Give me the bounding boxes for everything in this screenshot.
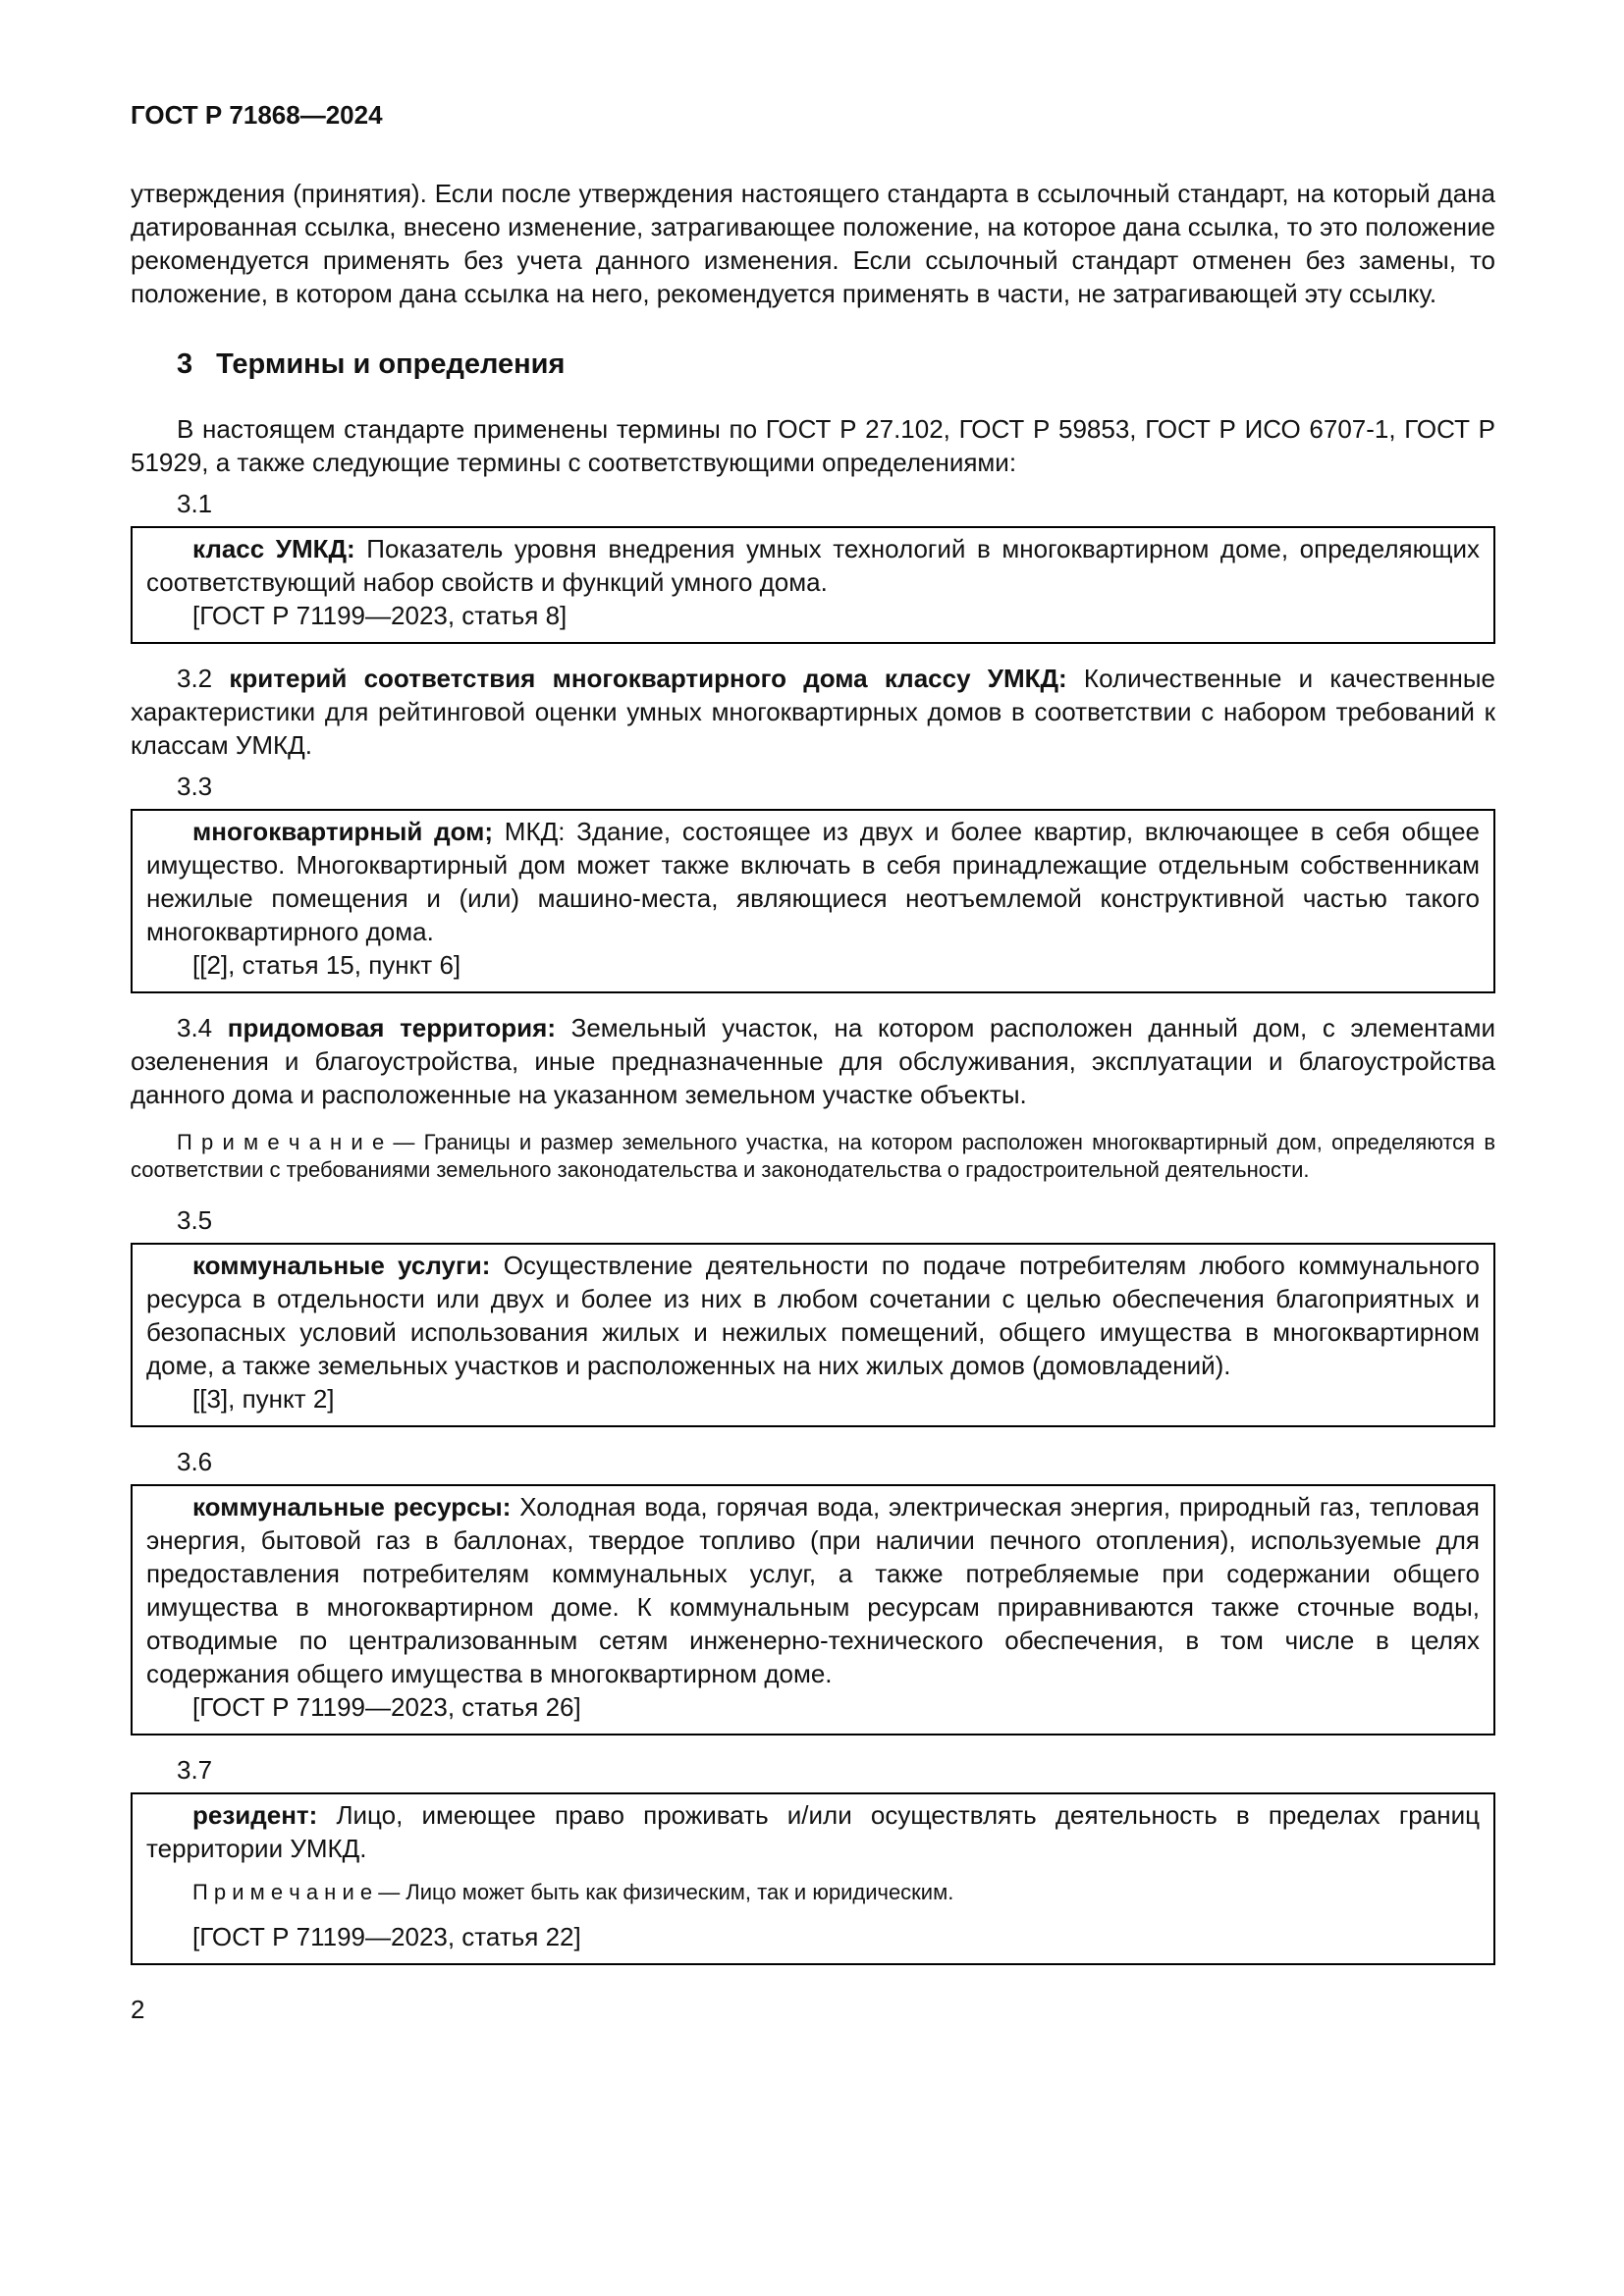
term-source-3-7: [ГОСТ Р 71199—2023, статья 22]: [192, 1922, 581, 1951]
term-name-3-3: многоквартирный дом;: [192, 817, 494, 846]
term-box-3-3: [131, 809, 1495, 993]
term-number-3-3: 3.3: [177, 772, 213, 801]
term-name-3-1: класс УМКД:: [192, 534, 355, 563]
term-number-3-1: 3.1: [177, 489, 213, 518]
term-paragraph-3-4: [131, 1011, 1495, 1111]
term-name-3-4: придомовая территория:: [227, 1013, 556, 1042]
term-definition-text-3-3: МКД: Здание, состоящее из двух и более квартир, включающее в себя общее имущество. Многоквартирный дом может также включать в себя принадлежащие отдельным собственникам нежилые помещения и (или) машино-места, являющиеся неотъемлемой конструктивной частью такого многоквартирного дома.: [146, 817, 1481, 946]
term-name-3-6: коммунальные ресурсы:: [192, 1492, 512, 1522]
term-name-3-5: коммунальные услуги:: [192, 1251, 491, 1280]
term-definition-text-3-1: Показатель уровня внедрения умных технологий в многоквартирном доме, определяющих соответствующий набор свойств и функций умного дома.: [146, 534, 1480, 597]
term-number-3-6: 3.6: [177, 1447, 213, 1476]
section-lead-paragraph: В настоящем стандарте применены термины по ГОСТ Р 27.102, ГОСТ Р 59853, ГОСТ Р ИСО 6707-1, ГОСТ Р 51929, а также следующие термины с соответствующими определениями:: [131, 414, 1495, 477]
section-title: Термины и определения: [216, 348, 566, 380]
term-definition-3-6: [146, 1490, 1480, 1690]
term-number-3-2: 3.2: [177, 664, 213, 693]
term-definition-text-3-4: Земельный участок, на котором расположен данный дом, с элементами озеленения и благоустройства, иные предназначенные для обслуживания, эксплуатации и благоустройства данного дома и расположенные на указанном земельном участке объекты.: [131, 1013, 1496, 1109]
term-paragraph-3-2: [131, 662, 1495, 762]
term-box-3-6: [131, 1484, 1495, 1735]
term-name-3-2: критерий соответствия многоквартирного дома классу УМКД:: [229, 664, 1067, 693]
section-number: 3: [177, 348, 193, 380]
note-3-4: П р и м е ч а н и е — Границы и размер земельного участка, на котором расположен многоквартирный дом, определяются в соответствии с требованиями земельного законодательства и законодательства о градостроительной деятельности.: [131, 1130, 1495, 1182]
term-source-3-1: [ГОСТ Р 71199—2023, статья 8]: [192, 601, 568, 630]
term-definition-text-3-6: Холодная вода, горячая вода, электрическая энергия, природный газ, тепловая энергия, бытовой газ в баллонах, твердое топливо (при наличии печного отопления), используемые для предоставления потребителям коммунальных услуг, а также потребляемые при содержании общего имущества в многоквартирном доме. К коммунальным ресурсам приравниваются также сточные воды, отводимые по централизованным сетям инженерно-технического обеспечения, в том числе в целях содержания общего имущества в многоквартирном доме.: [146, 1492, 1480, 1688]
term-box-3-5: [131, 1243, 1495, 1427]
term-box-3-7: [131, 1792, 1495, 1965]
doc-number: ГОСТ Р 71868—2024: [131, 100, 383, 130]
term-number-3-5: 3.5: [177, 1205, 213, 1235]
term-number-3-4: 3.4: [177, 1013, 213, 1042]
term-definition-text-3-7: Лицо, имеющее право проживать и/или осуществлять деятельность в пределах границ территории УМКД.: [146, 1800, 1481, 1863]
term-definition-text-3-5: Осуществление деятельности по подаче потребителям любого коммунального ресурса в отдельности или двух и более из них в любом сочетании с целью обеспечения благоприятных и безопасных условий использования жилых и нежилых помещений, общего имущества в многоквартирном доме, а также земельных участков и расположенных на них жилых домов (домовладений).: [146, 1251, 1480, 1380]
term-source-3-3: [[2], статья 15, пункт 6]: [192, 950, 461, 980]
term-definition-text-3-2: Количественные и качественные характеристики для рейтинговой оценки умных многоквартирных домов в соответствии с набором требований к классам УМКД.: [131, 664, 1496, 760]
note-3-7: П р и м е ч а н и е — Лицо может быть как физическим, так и юридическим.: [192, 1880, 954, 1904]
term-source-3-6: [ГОСТ Р 71199—2023, статья 26]: [192, 1692, 581, 1722]
term-definition-3-1: [146, 532, 1480, 599]
term-name-3-7: резидент:: [192, 1800, 318, 1830]
term-definition-3-3: [146, 815, 1480, 948]
intro-continuation-paragraph: утверждения (принятия). Если после утверждения настоящего стандарта в ссылочный стандарт, на который дана датированная ссылка, внесено изменение, затрагивающее положение, на которое дана ссылка, то это положение рекомендуется применять без учета данного изменения. Если ссылочный стандарт отменен без замены, то положение, в котором дана ссылка на него, рекомендуется применять в части, не затрагивающей эту ссылку.: [131, 179, 1495, 308]
page-number: 2: [131, 1995, 145, 2024]
term-definition-3-5: [146, 1249, 1480, 1382]
term-box-3-1: [131, 526, 1495, 644]
term-definition-3-7: [146, 1798, 1480, 1865]
term-source-3-5: [[3], пункт 2]: [192, 1384, 335, 1414]
section-heading: [131, 346, 1495, 383]
term-number-3-7: 3.7: [177, 1755, 213, 1785]
